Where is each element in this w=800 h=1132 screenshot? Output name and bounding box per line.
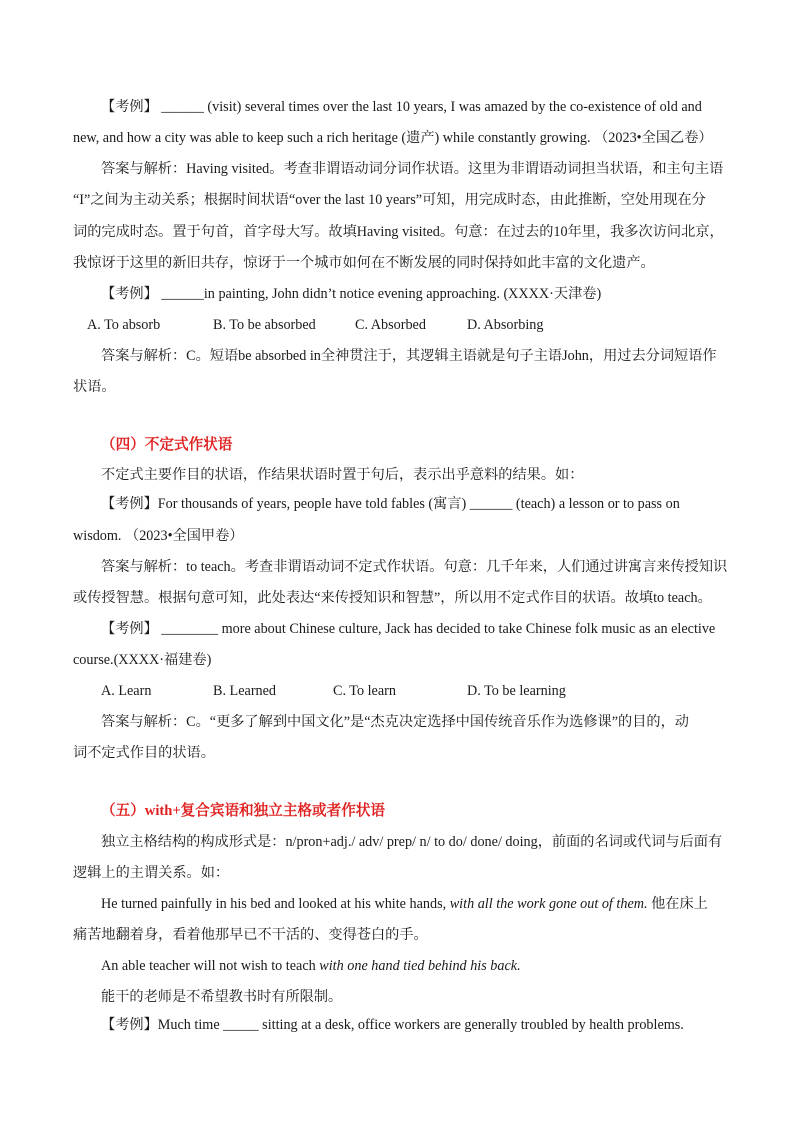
example-sentence-1-italic: with all the work gone out of them.	[449, 896, 648, 912]
example-2: 【考例】 ______in painting, John didn’t notice evening approaching. (XXXX·天津卷)	[101, 286, 602, 302]
option-b: B. To be absorbed	[213, 317, 316, 333]
example-5: 【考例】Much time _____ sitting at a desk, office workers are generally troubled by health problems.	[101, 1017, 684, 1033]
option-b: B. Learned	[213, 683, 277, 699]
answer-1-line-3: 词的完成时态。置于句首，首字母大写。故填Having visited。句意：在过去的10年里，我多次访问北京，	[73, 224, 724, 240]
example-sentence-1-translation-start: 他在床上	[647, 896, 708, 912]
example-4-line-2: course.(XXXX·福建卷)	[73, 652, 212, 668]
option-c: C. To learn	[333, 683, 396, 699]
section-5-description-line-1: 独立主格结构的构成形式是：n/pron+adj./ adv/ prep/ n/ to do/ done/ doing，前面的名词或代词与后面有	[101, 834, 723, 850]
example-sentence-2-plain: An able teacher will not wish to teach	[101, 958, 320, 974]
option-a: A. To absorb	[87, 317, 161, 333]
example-3-line-1: 【考例】For thousands of years, people have told fables (寓言) ______ (teach) a lesson or to pass on	[101, 496, 680, 512]
answer-4-line-2: 词不定式作目的状语。	[73, 745, 215, 761]
answer-4-line-1: 答案与解析：C。“更多了解到中国文化”是“杰克决定选择中国传统音乐作为选修课”的目的，动	[101, 714, 689, 730]
answer-3-line-1: 答案与解析：to teach。考查非谓语动词不定式作状语。句意：几千年来，人们通过讲寓言来传授知识	[101, 559, 728, 575]
section-4-description: 不定式主要作目的状语，作结果状语时置于句后，表示出乎意料的结果。如：	[101, 467, 584, 483]
example-4-line-1: 【考例】 ________ more about Chinese culture, Jack has decided to take Chinese folk music as an elective	[101, 621, 716, 637]
answer-2-line-1: 答案与解析：C。短语be absorbed in全神贯注于，其逻辑主语就是句子主语John，用过去分词短语作	[101, 348, 717, 364]
answer-1-line-4: 我惊讶于这里的新旧共存，惊讶于一个城市如何在不断发展的同时保持如此丰富的文化遗产。	[73, 255, 655, 271]
option-a: A. Learn	[101, 683, 152, 699]
answer-2-line-2: 状语。	[73, 379, 116, 395]
example-sentence-2	[101, 957, 521, 975]
example-sentence-1-translation: 痛苦地翻着身，看着他那早已不干活的、变得苍白的手。	[73, 927, 428, 943]
example-sentence-1	[101, 895, 708, 913]
section-heading-4: （四）不定式作状语	[101, 437, 233, 453]
answer-3-line-2: 或传授智慧。根据句意可知，此处表达“来传授知识和智慧”，所以用不定式作目的状语。故填to teach。	[73, 590, 712, 606]
option-c: C. Absorbed	[355, 317, 426, 333]
answer-1-line-1: 答案与解析：Having visited。考查非谓语动词分词作状语。这里为非谓语动词担当状语，和主句主语	[101, 161, 724, 177]
section-heading-5: （五）with+复合宾语和独立主格或者作状语	[101, 803, 385, 819]
example-1-line-1: 【考例】 ______ (visit) several times over the last 10 years, I was amazed by the co-existence of old and	[101, 99, 702, 115]
example-sentence-1-plain: He turned painfully in his bed and looked at his white hands,	[101, 896, 450, 912]
option-d: D. Absorbing	[467, 317, 544, 333]
option-d: D. To be learning	[467, 683, 566, 699]
answer-1-line-2: “I”之间为主动关系；根据时间状语“over the last 10 years”可知，用完成时态，由此推断，空处用现在分	[73, 192, 706, 208]
section-5-description-line-2: 逻辑上的主谓关系。如：	[73, 865, 230, 881]
example-3-line-2: wisdom. （2023•全国甲卷）	[73, 528, 244, 544]
example-sentence-2-italic: with one hand tied behind his back.	[319, 958, 521, 974]
example-1-line-2: new, and how a city was able to keep such a rich heritage (遗产) while constantly growing. （2023•全国乙卷）	[73, 130, 713, 146]
example-sentence-2-translation: 能干的老师是不希望教书时有所限制。	[101, 989, 343, 1005]
